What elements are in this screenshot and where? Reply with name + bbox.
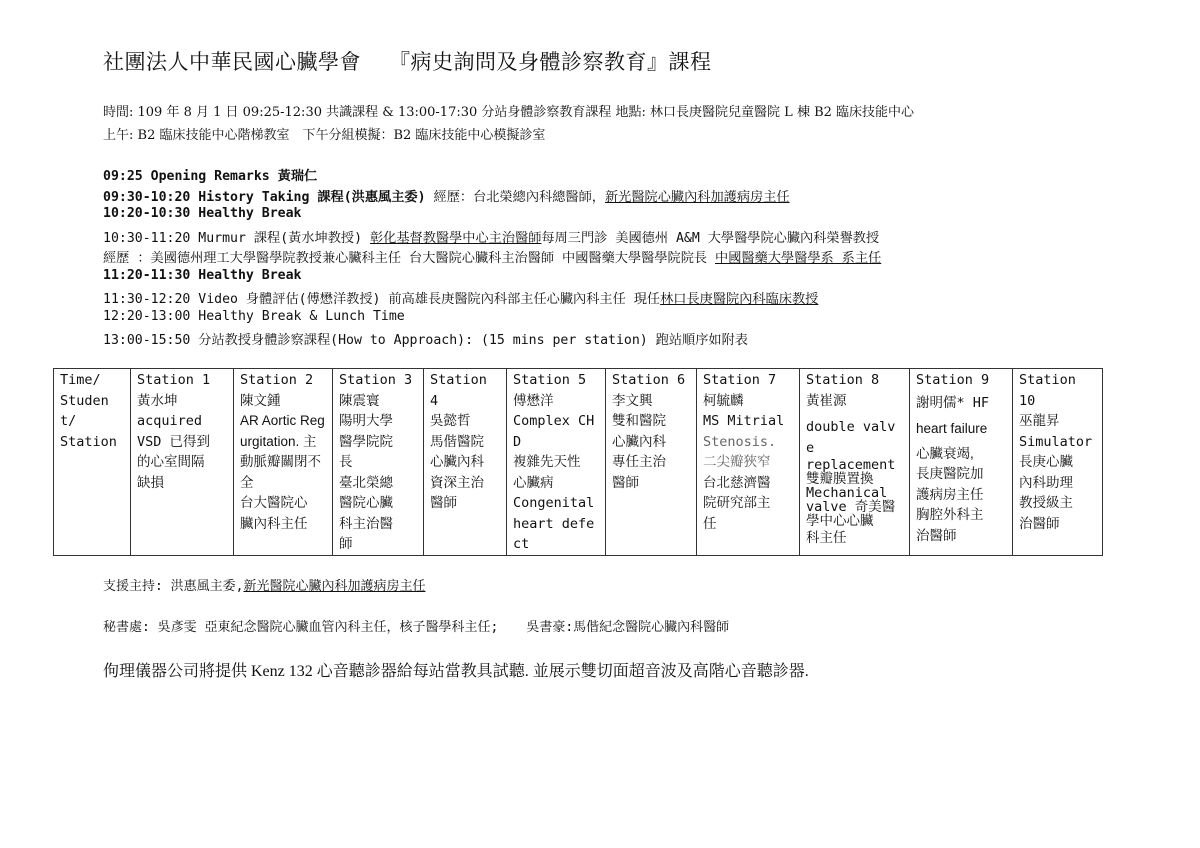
agenda-item-break-2: 11:20-11:30 Healthy Break [103,268,302,283]
agenda-item-lunch: 12:20-13:00 Healthy Break & Lunch Time [103,309,405,324]
station-3-cell: Station 3 陳震寰 陽明大學 醫學院院 長 臺北榮總 醫院心臟 科主治醫 師 [333,369,424,556]
room-line: 上午: B2 臨床技能中心階梯教室 下午分組模擬：B2 臨床技能中心模擬診室 [103,128,546,143]
station-8-cell: Station 8 黃崔源 double valve replacement 雙瓣膜置換 Mechanical valve 奇美醫學中心心臟 科主任 [800,369,910,556]
agenda-item-murmur: 10:30-11:20 Murmur 課程(黃水坤教授) 彰化基督教醫學中心主治醫師每周三門診 美國德州 A&M 大學醫學院心臟內科榮譽教授 [103,231,880,246]
station-7-cell: Station 7 柯毓麟 MS Mitrial Stenosis. 二尖瓣狹窄 台北慈濟醫 院研究部主 任 [697,369,800,556]
course-name: 『病史詢問及身體診察教育』課程 [389,50,712,74]
station-5-cell: Station 5 傅懋洋 Complex CHD 複雜先天性 心臟病 Congenital heart defe ct [507,369,606,556]
sponsor-note: 佝理儀器公司將提供 Kenz 132 心音聽診器給每站當教具試聽. 並展示雙切面超音波及高階心音聽診器. [103,663,809,680]
document-title [103,46,712,76]
time-location-line: 時間: 109 年 8 月 1 日 09:25-12:30 共識課程 & 13:00-17:30 分站身體診察教育課程 地點: 林口長庚醫院兒童醫院 L 棟 B2 臨床技能中心 [103,105,915,120]
station-2-cell: Station 2 陳文鍾 AR Aortic Regurgitation. 主動脈瓣關閉不全 台大醫院心 臟內科主任 [234,369,333,556]
station-table [53,368,1103,556]
agenda-item-video: 11:30-12:20 Video 身體評估(傅懋洋教授) 前高雄長庚醫院內科部主任心臟內科主任 現任林口長庚醫院內科臨床教授 [103,292,819,307]
support-host-line: 支援主持: 洪惠風主委,新光醫院心臟內科加護病房主任 [103,579,426,594]
agenda-item-murmur-experience: 經歷 ：美國德州理工大學醫學院教授兼心臟科主任 台大醫院心臟科主治醫師 中國醫藥大學醫學院院長 中國醫藥大學醫學系 系主任 [103,251,882,266]
agenda-item-break-1: 10:20-10:30 Healthy Break [103,206,302,221]
station-10-cell: Station 10 巫龍昇 Simulator 長庚心臟 內科助理 教授級主 治醫師 [1013,369,1103,556]
station-9-cell: Station 9 謝明儒* HF heart failure 心臟衰竭, 長庚醫院加 護病房主任 胸腔外科主 治醫師 [910,369,1013,556]
station-4-cell: Station 4 吳懿哲 馬偕醫院 心臟內科 資深主治 醫師 [424,369,507,556]
station-6-cell: Station 6 李文興 雙和醫院 心臟內科 專任主治 醫師 [606,369,697,556]
secretary-line: 秘書處: 吳彥雯 亞東紀念醫院心臟血管內科主任，核子醫學科主任; 吳書豪:馬偕紀念醫院心臟內科醫師 [103,620,730,635]
station-1-cell: Station 1 黃水坤 acquired VSD 已得到 的心室間隔 缺損 [131,369,234,556]
table-row [54,369,1103,556]
header-cell-time-student-station: Time/ Student/ Station [54,369,131,556]
agenda-item-history-taking: 09:30-10:20 History Taking 課程(洪惠風主委) 經歷：台北榮總內科總醫師，新光醫院心臟內科加護病房主任 [103,190,790,205]
agenda-item-stations: 13:00-15:50 分站教授身體診察課程(How to Approach): (15 mins per station) 跑站順序如附表 [103,333,748,348]
org-name: 社團法人中華民國心臟學會 [103,50,361,74]
agenda-item-opening: 09:25 Opening Remarks 黃瑞仁 [103,169,318,184]
